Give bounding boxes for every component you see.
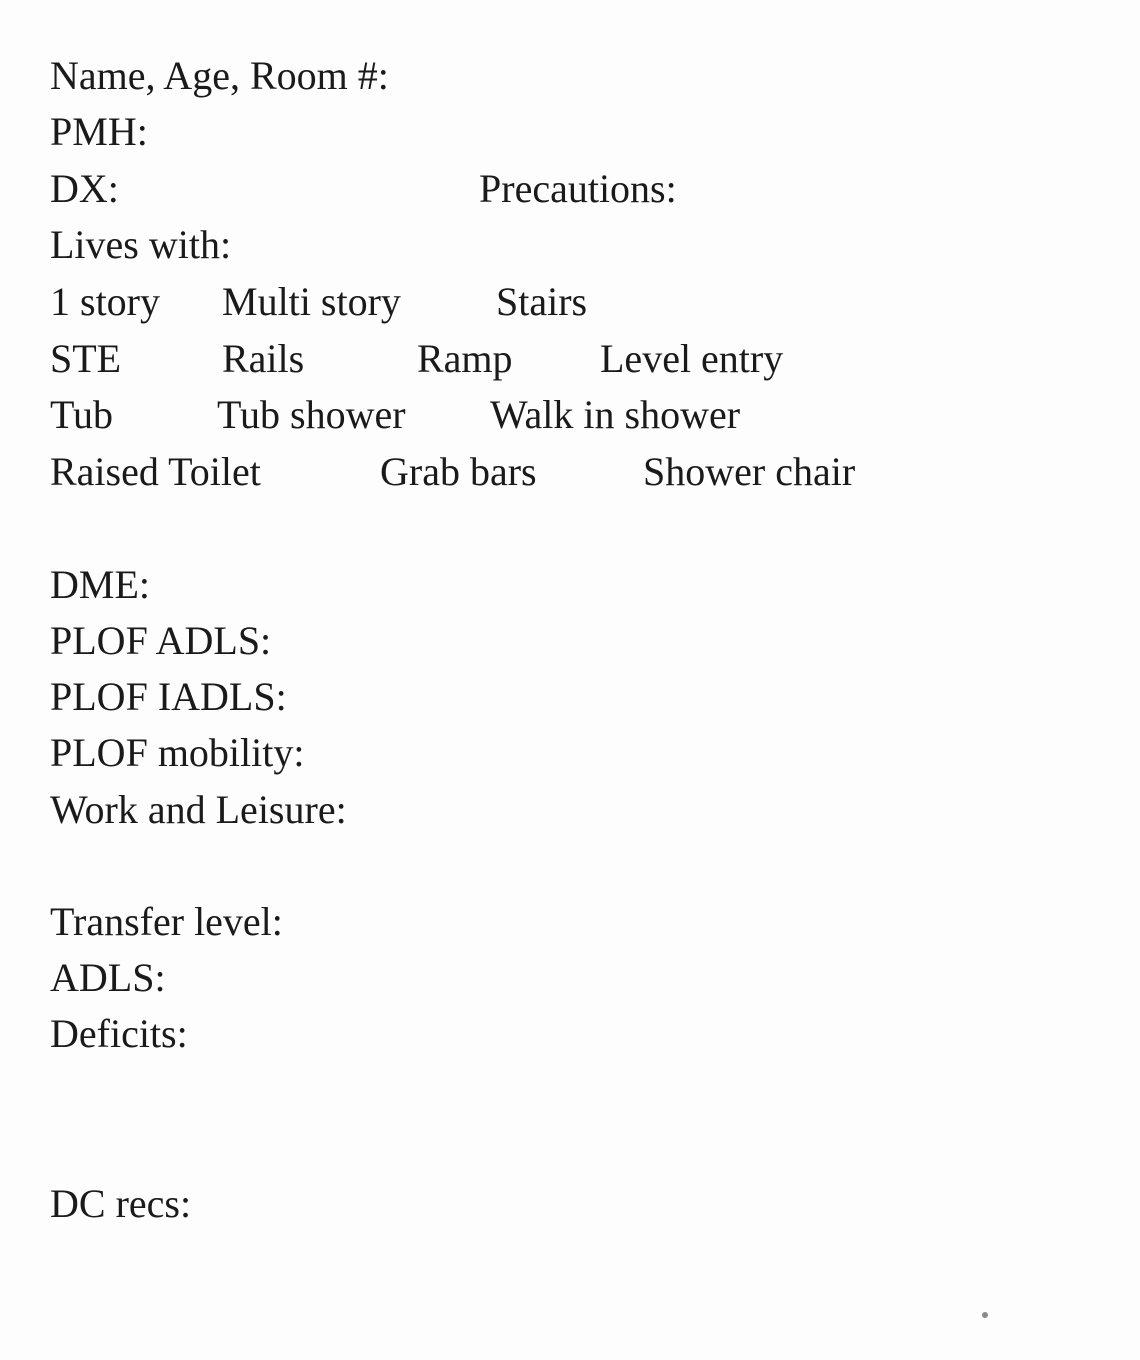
lives-with-label: Lives with: xyxy=(50,222,232,267)
adls-label: ADLS: xyxy=(50,955,166,1000)
transfer-level-label: Transfer level: xyxy=(50,899,283,944)
dc-recs-label: DC recs: xyxy=(50,1181,192,1226)
paper-speck xyxy=(982,1312,988,1318)
option-shower-chair: Shower chair xyxy=(643,449,856,494)
option-tub-shower: Tub shower xyxy=(217,392,406,437)
option-rails: Rails xyxy=(222,336,305,381)
option-ramp: Ramp xyxy=(417,336,513,381)
plof-adls-label: PLOF ADLS: xyxy=(50,618,272,663)
option-ste: STE xyxy=(50,336,122,381)
option-walk-in-shower: Walk in shower xyxy=(490,392,741,437)
option-raised-toilet: Raised Toilet xyxy=(50,449,261,494)
option-multi-story: Multi story xyxy=(222,279,401,324)
dme-label: DME: xyxy=(50,562,150,607)
option-tub: Tub xyxy=(50,392,114,437)
option-grab-bars: Grab bars xyxy=(380,449,537,494)
plof-iadls-label: PLOF IADLS: xyxy=(50,674,287,719)
option-level-entry: Level entry xyxy=(600,336,784,381)
work-leisure-label: Work and Leisure: xyxy=(50,787,347,832)
option-stairs: Stairs xyxy=(496,279,588,324)
option-1-story: 1 story xyxy=(50,279,160,324)
pmh-label: PMH: xyxy=(50,109,148,154)
plof-mobility-label: PLOF mobility: xyxy=(50,730,305,775)
dx-label: DX: xyxy=(50,166,119,211)
name-age-room-label: Name, Age, Room #: xyxy=(50,53,389,98)
deficits-label: Deficits: xyxy=(50,1011,188,1056)
precautions-label: Precautions: xyxy=(479,166,677,211)
